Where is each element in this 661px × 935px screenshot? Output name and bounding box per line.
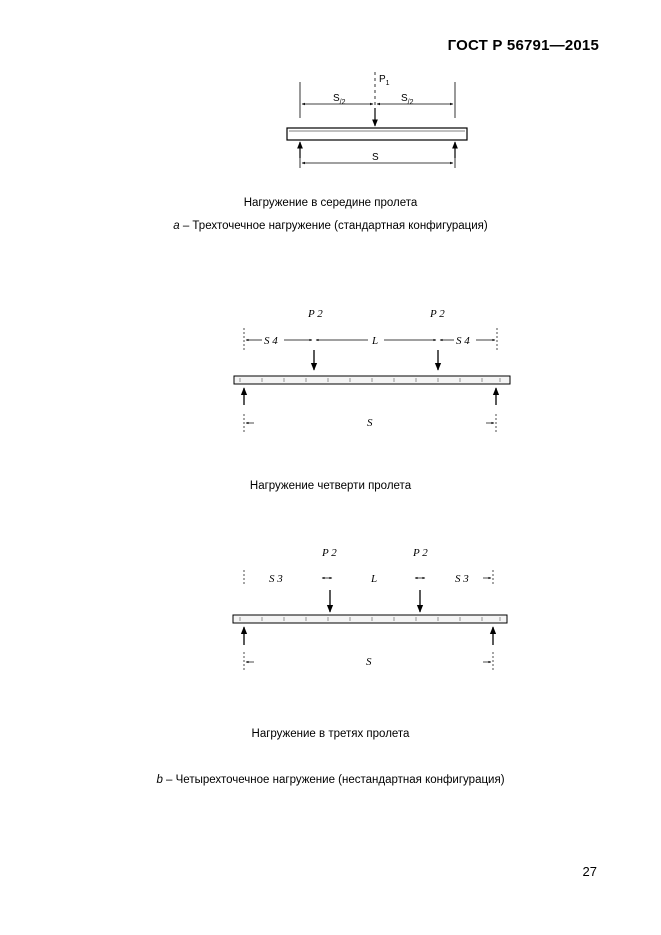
segment-label-left: S 4	[264, 335, 278, 347]
segment-label-right: S 3	[455, 573, 469, 585]
quarter-point-diagram	[234, 308, 510, 432]
figure-a-subcaption: a – Трехточечное нагружение (стандартная конфигурация)	[173, 220, 488, 232]
span-label: S	[372, 152, 379, 163]
third-point-caption: Нагружение в третях пролета	[251, 728, 410, 740]
load-label-left: P 2	[322, 547, 337, 559]
segment-label-right: S 4	[456, 335, 470, 347]
quarter-point-caption: Нагружение четверти пролета	[249, 480, 412, 492]
half-span-label-left: $S_{/2}$	[333, 93, 346, 106]
span-label: S	[367, 417, 373, 429]
load-label-right: P 2	[430, 308, 445, 320]
figure-b-subcaption: b – Четырехточечное нагружение (нестандартная конфигурация)	[156, 774, 505, 786]
span-label: S	[366, 656, 372, 668]
figure-a-caption: Нагружение в середине пролета	[243, 197, 418, 209]
load-label-right: P 2	[413, 547, 428, 559]
third-point-diagram	[233, 547, 507, 672]
specimen-beam	[233, 615, 507, 623]
three-point-diagram	[287, 72, 467, 168]
load-label-left: P 2	[308, 308, 323, 320]
segment-label-left: S 3	[269, 573, 283, 585]
segment-label-mid: L	[371, 573, 378, 585]
document-standard-header: ГОСТ Р 56791—2015	[447, 37, 599, 54]
load-label: $P_1$	[379, 74, 390, 87]
specimen-beam	[287, 128, 467, 140]
page-number: 27	[582, 864, 597, 879]
half-span-label-right: $S_{/2}$	[401, 93, 414, 106]
segment-label-mid: L	[372, 335, 379, 347]
